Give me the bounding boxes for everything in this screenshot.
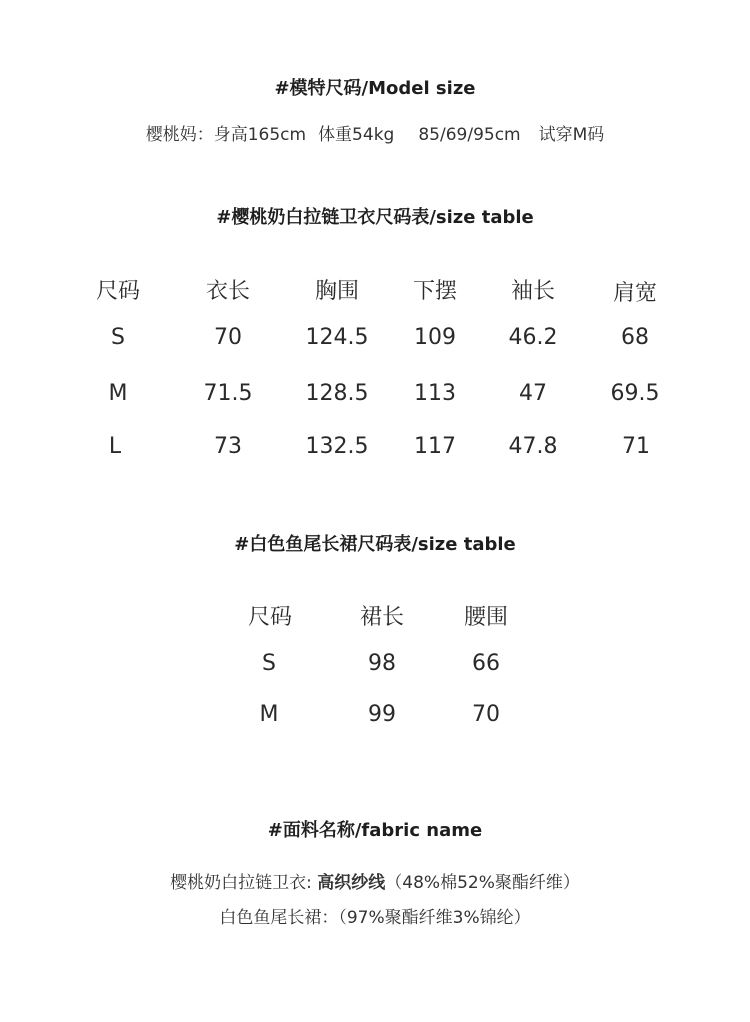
- model-tried-size: 试穿M码: [538, 125, 605, 145]
- hoodie-header-chest: 胸围: [314, 279, 359, 304]
- table-cell: M: [259, 702, 279, 727]
- table-cell: 71.5: [203, 381, 253, 406]
- model-measurements: 85/69/95cm: [418, 125, 521, 145]
- skirt-size-table-heading: #白色鱼尾长裙尺码表/size table: [234, 534, 516, 555]
- fabric-heading: #面料名称/fabric name: [267, 820, 483, 841]
- table-cell: 47.8: [508, 434, 558, 459]
- fabric-skirt-label: 白色鱼尾长裙：: [219, 908, 339, 928]
- table-cell: 68: [621, 325, 649, 350]
- table-cell: 98: [368, 651, 396, 676]
- model-size-heading: #模特尺码/Model size: [274, 78, 476, 99]
- hoodie-header-sleeve: 袖长: [510, 279, 555, 304]
- fabric-skirt-line: [0, 903, 750, 928]
- table-cell: 132.5: [305, 434, 369, 459]
- table-cell: 109: [414, 325, 456, 350]
- table-cell: 69.5: [610, 381, 660, 406]
- hoodie-header-length: 衣长: [205, 279, 250, 304]
- table-cell: 73: [214, 434, 242, 459]
- table-cell: 117: [414, 434, 456, 459]
- fabric-hoodie-composition: （48%棉52%聚酯纤维）: [385, 873, 580, 893]
- model-name: 樱桃妈：: [145, 125, 214, 145]
- table-cell: 66: [472, 651, 500, 676]
- table-cell: S: [262, 651, 276, 676]
- fabric-hoodie-label: 樱桃奶白拉链卫衣:: [170, 873, 312, 893]
- table-cell: 124.5: [305, 325, 369, 350]
- table-cell: 128.5: [305, 381, 369, 406]
- hoodie-size-table-heading: #樱桃奶白拉链卫衣尺码表/size table: [216, 207, 534, 228]
- table-cell: 113: [414, 381, 456, 406]
- table-cell: L: [108, 434, 122, 459]
- table-cell: 46.2: [508, 325, 558, 350]
- table-cell: S: [111, 325, 125, 350]
- model-height: 身高165cm: [213, 125, 307, 145]
- table-cell: 47: [519, 381, 547, 406]
- table-cell: M: [108, 381, 128, 406]
- fabric-hoodie-material: 高织纱线: [317, 873, 386, 893]
- hoodie-header-size: 尺码: [95, 279, 140, 304]
- skirt-header-length: 裙长: [359, 605, 404, 630]
- hoodie-header-hem: 下摆: [412, 279, 457, 304]
- model-weight: 体重54kg: [318, 125, 395, 145]
- table-cell: 99: [368, 702, 396, 727]
- hoodie-header-shoulder: 肩宽: [612, 281, 657, 306]
- skirt-header-size: 尺码: [247, 605, 292, 630]
- model-info-line: [0, 120, 750, 145]
- skirt-header-waist: 腰围: [463, 605, 508, 630]
- fabric-hoodie-line: [0, 868, 750, 893]
- fabric-skirt-composition: （97%聚酯纤维3%锦纶）: [338, 908, 531, 928]
- table-cell: 71: [622, 434, 650, 459]
- table-cell: 70: [214, 325, 242, 350]
- table-cell: 70: [472, 702, 500, 727]
